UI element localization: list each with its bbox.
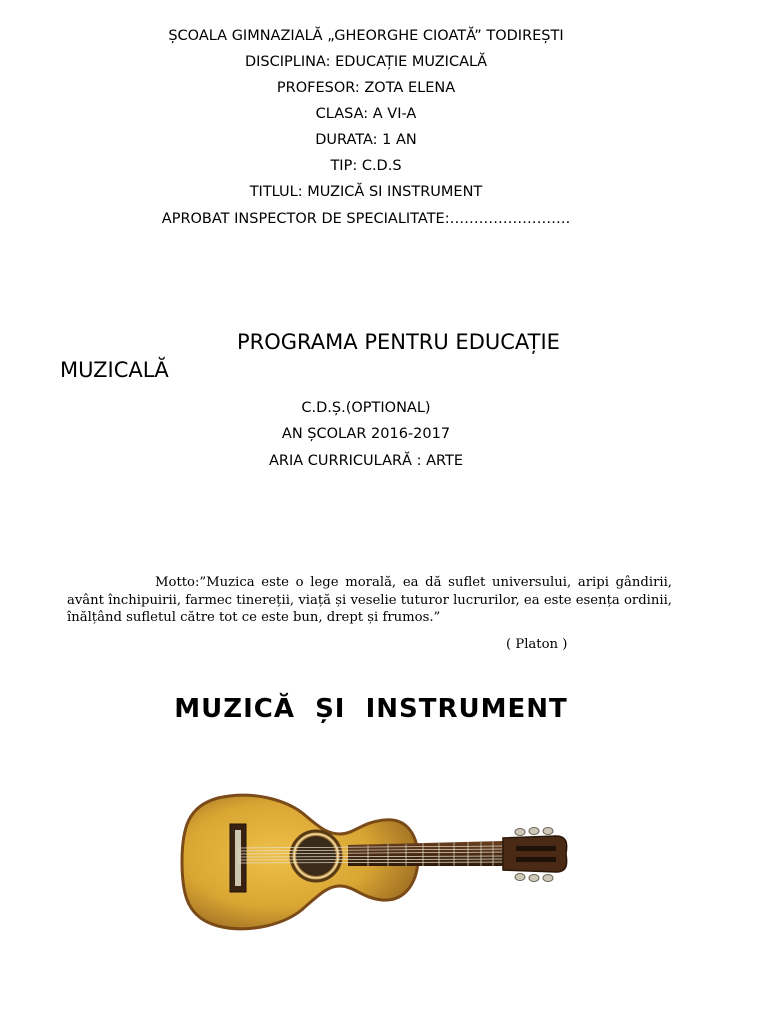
discipline-line: DISCIPLINA: EDUCAȚIE MUZICALĂ — [244, 54, 488, 70]
main-title: MUZICĂ ȘI INSTRUMENT — [174, 694, 568, 724]
program-title-line2: MUZICALĂ — [60, 358, 169, 382]
type-line: TIP: C.D.S — [330, 158, 402, 174]
guitar-icon — [178, 786, 573, 936]
program-title-line1: PROGRAMA PENTRU EDUCAȚIE — [237, 330, 560, 354]
school-name: ȘCOALA GIMNAZIALĂ „GHEORGHE CIOATĂ” TODIREȘTI — [168, 28, 564, 44]
school-year-line: AN ȘCOLAR 2016-2017 — [281, 426, 451, 442]
title-line: TITLUL: MUZICĂ SI INSTRUMENT — [249, 184, 483, 200]
cds-line: C.D.Ș.(OPTIONAL) — [301, 400, 431, 416]
duration-line: DURATA: 1 AN — [315, 132, 417, 148]
motto-author: ( Platon ) — [506, 637, 568, 652]
curricular-area-line: ARIA CURRICULARĂ : ARTE — [268, 453, 464, 469]
class-line: CLASA: A VI-A — [315, 106, 417, 122]
teacher-line: PROFESOR: ZOTA ELENA — [276, 80, 456, 96]
motto-paragraph: Motto:”Muzica este o lege morală, ea dă suflet universului, aripi gândirii, avânt închipuirii, farmec tinereții, viață și veselie tuturor lucrurilor, ea este esența ordinii, înălțând sufletul către tot ce este bun, drept și frumos.” — [67, 575, 672, 625]
approval-line: APROBAT INSPECTOR DE SPECIALITATE:……………………. — [161, 211, 571, 227]
